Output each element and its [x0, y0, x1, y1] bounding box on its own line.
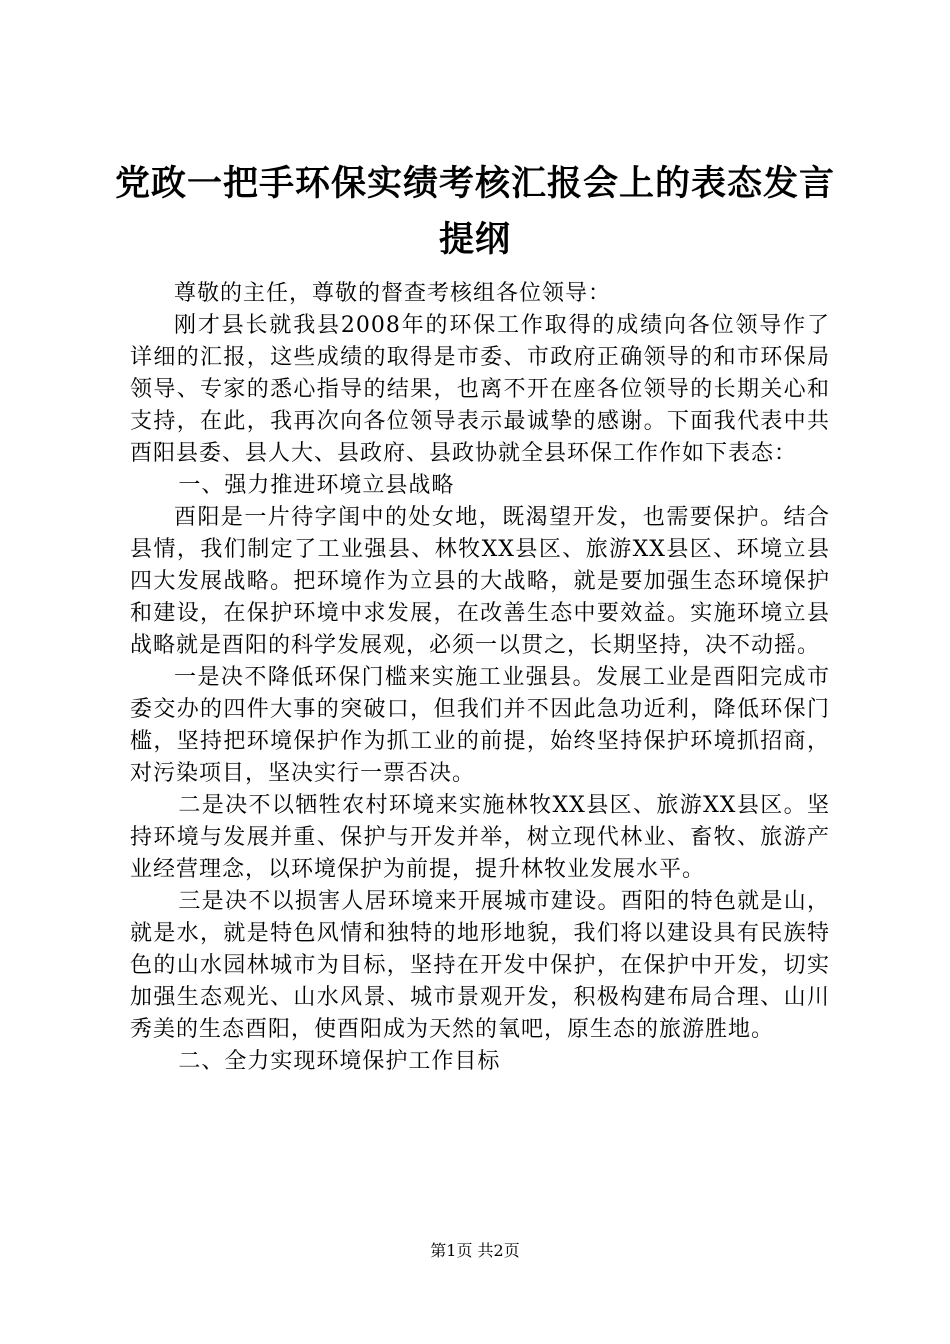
point-2-paragraph: 二是决不以牺牲农村环境来实施林牧XX县区、旅游XX县区。坚持环境与发展并重、保护与开发并举，树立现代林业、畜牧、旅游产业经营理念，以环境保护为前提，提升林牧业发展水平。 [130, 793, 830, 882]
point-1-paragraph: 一是决不降低环保门槛来实施工业强县。发展工业是酉阳完成市委交办的四件大事的突破口，但我们并不因此急功近利，降低环保门槛，坚持把环境保护作为抓工业的前提，始终坚持保护环境抓招商，对污染项目，坚决实行一票否决。 [130, 665, 830, 786]
section-heading-2: 二、全力实现环境保护工作目标 [178, 1049, 501, 1074]
intro-paragraph: 刚才县长就我县2008年的环保工作取得的成绩向各位领导作了详细的汇报，这些成绩的取得是市委、市政府正确领导的和市环保局领导、专家的悉心指导的结果，也离不开在座各位领导的长期关心和支持，在此，我再次向各位领导表示最诚挚的感谢。下面我代表中共酉阳县委、县人大、县政府、县政协就全县环保工作作如下表态： [130, 313, 830, 466]
document-title-line-1: 党政一把手环保实绩考核汇报会上的表态发言 [114, 163, 835, 204]
section-1-paragraph: 酉阳是一片待字闺中的处女地，既渴望开发，也需要保护。结合县情，我们制定了工业强县、林牧XX县区、旅游XX县区、环境立县四大发展战略。把环境作为立县的大战略，就是要加强生态环境保护和建设，在保护环境中求发展，在改善生态中要效益。实施环境立县战略就是酉阳的科学发展观，必须一以贯之，长期坚持，决不动摇。 [130, 505, 830, 658]
document-body [130, 278, 830, 1078]
document-title-line-2: 提纲 [438, 219, 511, 260]
section-heading-1: 一、强力推进环境立县战略 [178, 473, 455, 498]
salutation-paragraph: 尊敬的主任，尊敬的督查考核组各位领导： [174, 281, 612, 306]
page-number-footer: 第1页 共2页 [430, 1241, 520, 1260]
point-3-paragraph: 三是决不以损害人居环境来开展城市建设。酉阳的特色就是山，就是水，就是特色风情和独特的地形地貌，我们将以建设具有民族特色的山水园林城市为目标，坚持在开发中保护，在保护中开发，切实加强生态观光、山水风景、城市景观开发，积极构建布局合理、山川秀美的生态酉阳，使酉阳成为天然的氧吧，原生态的旅游胜地。 [130, 889, 830, 1042]
